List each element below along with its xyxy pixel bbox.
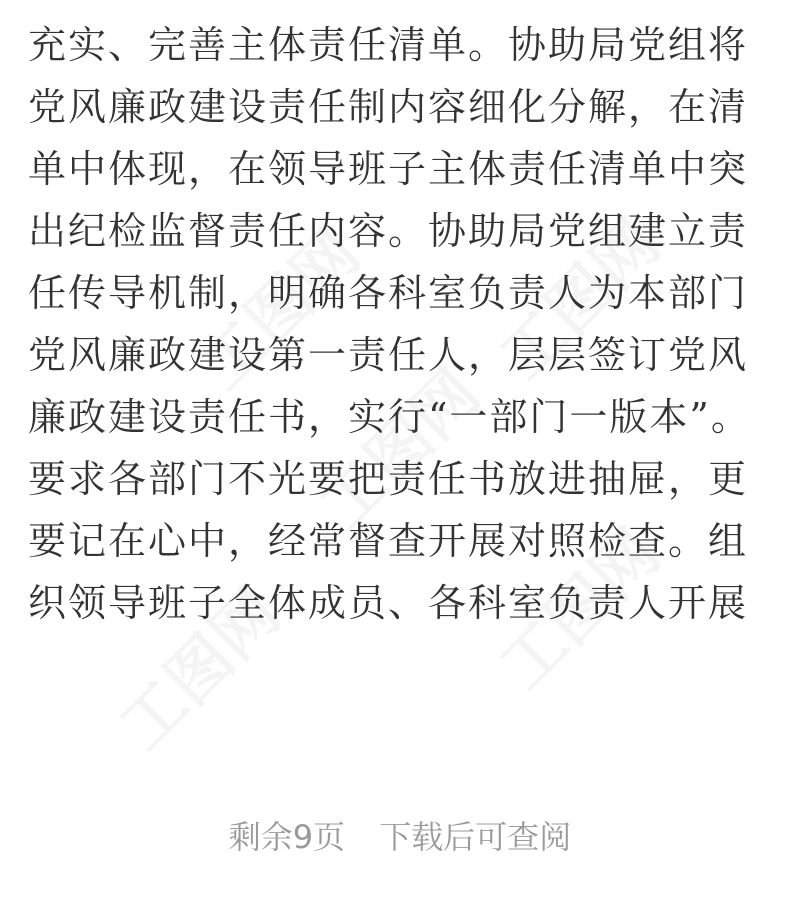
- remaining-pages-label[interactable]: 剩余9页: [228, 818, 346, 856]
- document-line: 任传导机制，明确各科室负责人为本部门: [28, 271, 749, 315]
- document-line: 织领导班子全体成员、各科室负责人开展: [28, 581, 749, 625]
- document-line: 党风廉政建设第一责任人，层层签订党风: [28, 333, 749, 377]
- download-to-view-label[interactable]: 下载后可查阅: [379, 818, 572, 856]
- document-line: 充实、完善主体责任清单。协助局党组将: [28, 23, 749, 67]
- document-line: 廉政建设责任书，实行“一部门一版本”。: [28, 395, 751, 439]
- download-prompt[interactable]: [0, 812, 800, 858]
- document-line: 单中体现，在领导班子主体责任清单中突: [28, 147, 749, 191]
- document-line: 出纪检监督责任内容。协助局党组建立责: [28, 209, 749, 253]
- document-line: 要求各部门不光要把责任书放进抽屉，更: [28, 457, 749, 501]
- document-body: [28, 14, 772, 634]
- document-line: 党风廉政建设责任制内容细化分解，在清: [28, 85, 749, 129]
- document-line: 要记在心中，经常督查开展对照检查。组: [28, 519, 749, 563]
